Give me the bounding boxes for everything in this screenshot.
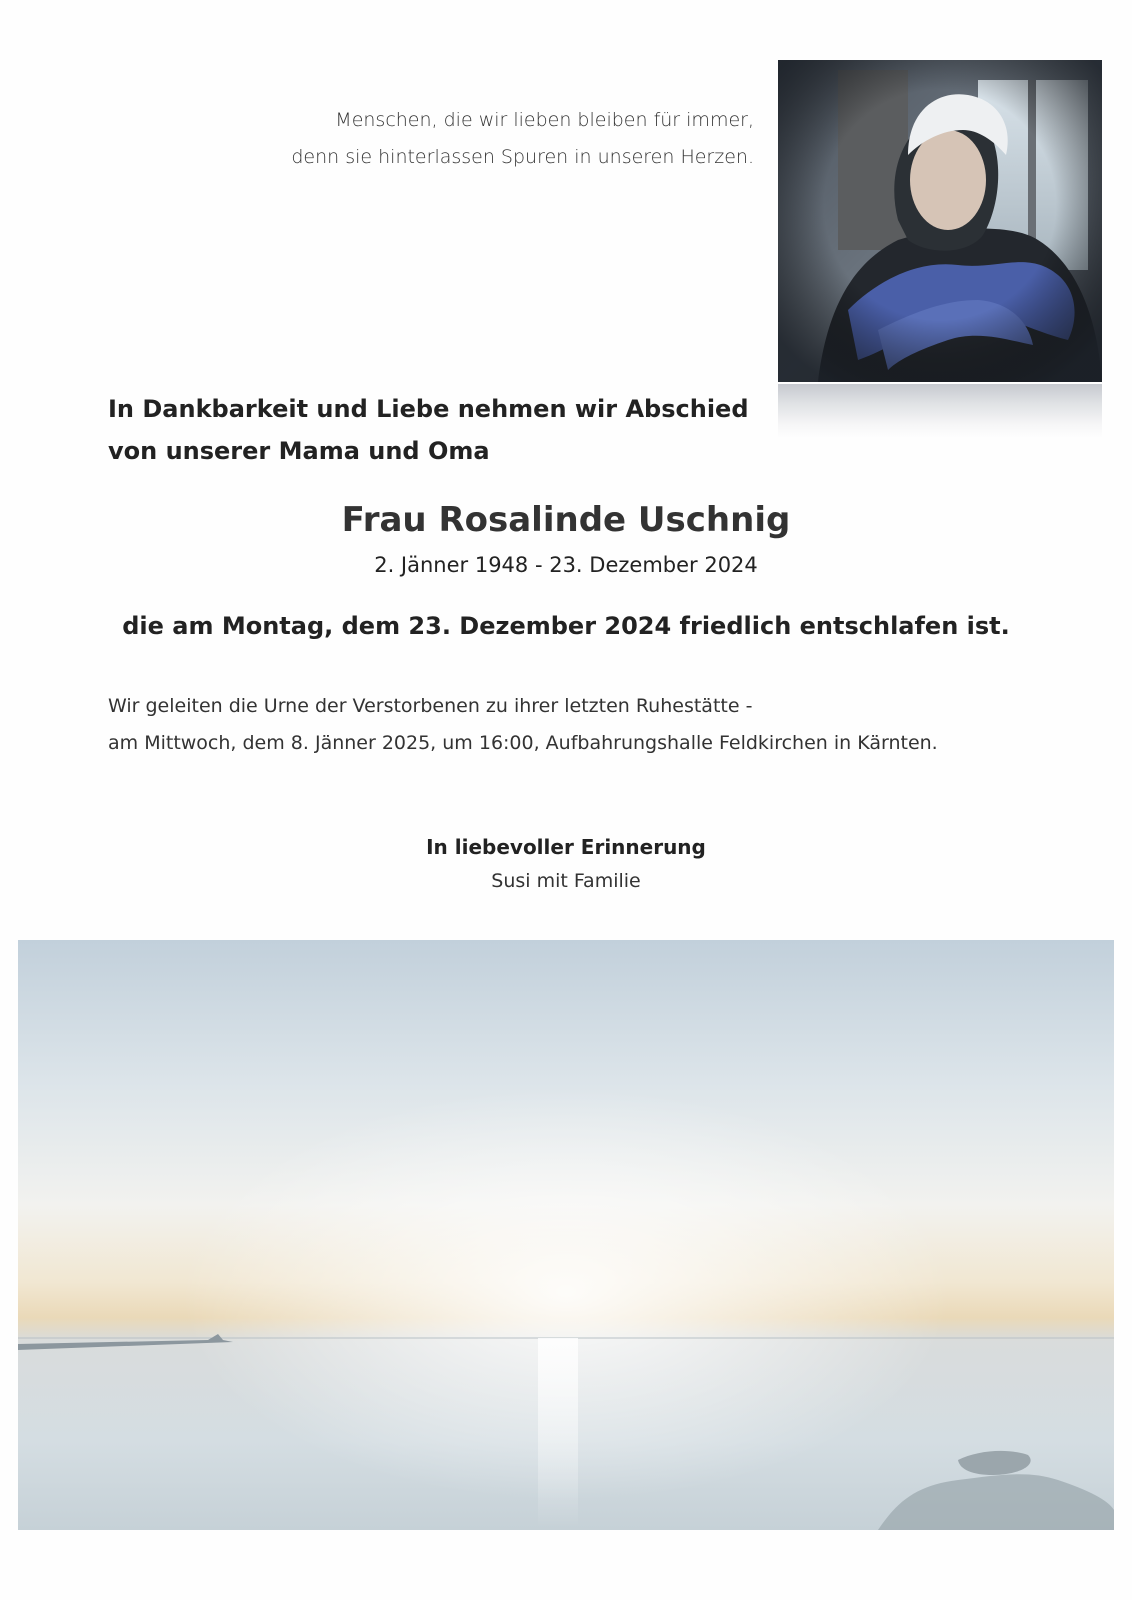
portrait-reflection: [778, 384, 1102, 438]
memorial-quote: [234, 102, 754, 176]
quote-line-1: Menschen, die wir lieben bleiben für immer,: [335, 109, 754, 131]
funeral-line-2: am Mittwoch, dem 8. Jänner 2025, um 16:00, Aufbahrungshalle Feldkirchen in Kärnten.: [108, 732, 938, 754]
intro-line-2: von unserer Mama und Oma: [108, 437, 490, 465]
quote-line-2: denn sie hinterlassen Spuren in unseren Herzen.: [291, 146, 754, 168]
life-dates: 2. Jänner 1948 - 23. Dezember 2024: [374, 553, 758, 577]
funeral-line-1: Wir geleiten die Urne der Verstorbenen zu ihrer letzten Ruhestätte -: [108, 695, 753, 717]
portrait-photo: [778, 60, 1102, 382]
sea-sunset-photo: [18, 940, 1114, 1530]
funeral-details: [108, 688, 938, 762]
closing-signature: Susi mit Familie: [491, 870, 641, 892]
deceased-name: Frau Rosalinde Uschnig: [341, 500, 791, 540]
intro-line-1: In Dankbarkeit und Liebe nehmen wir Abschied: [108, 395, 749, 423]
passing-statement: die am Montag, dem 23. Dezember 2024 friedlich entschlafen ist.: [122, 612, 1010, 640]
farewell-intro: [108, 388, 749, 472]
closing-title: In liebevoller Erinnerung: [426, 835, 706, 859]
